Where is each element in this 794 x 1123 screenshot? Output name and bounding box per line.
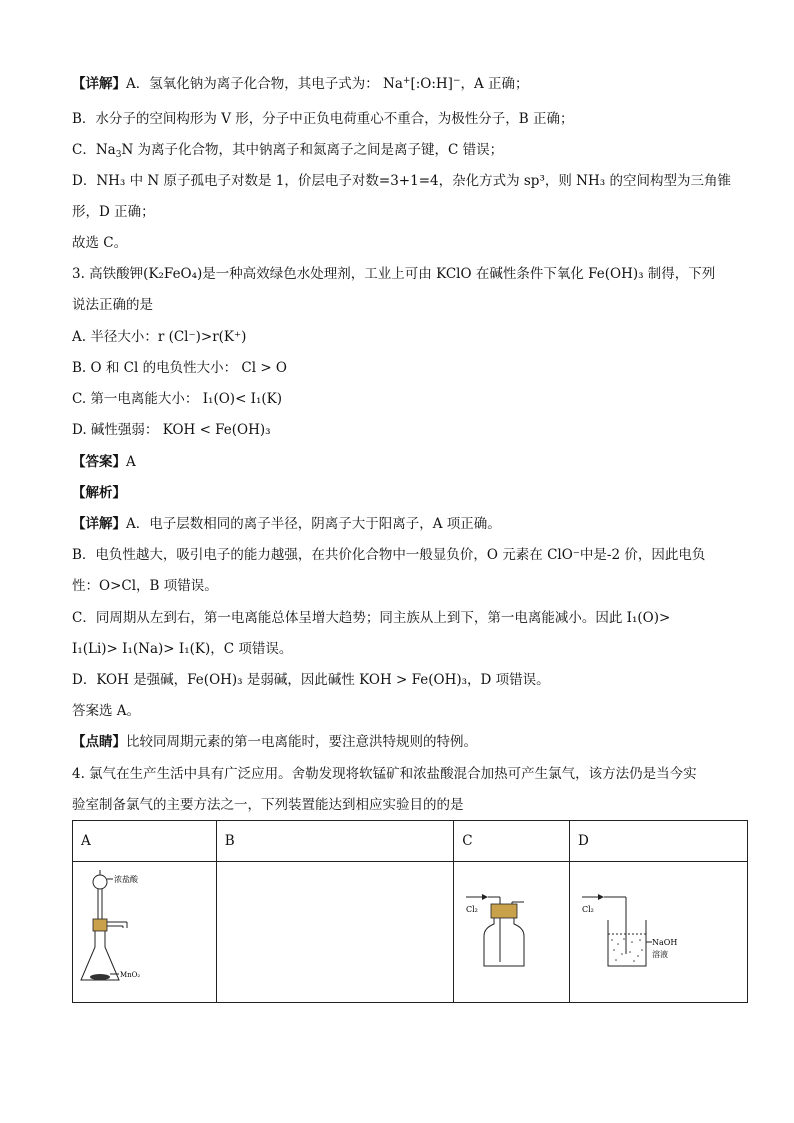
q2-line-c-sub: 3: [115, 150, 122, 160]
q3-tip-text: 比较同周期元素的第一电离能时，要注意洪特规则的特例。: [126, 734, 477, 750]
apparatus-table: [72, 820, 748, 1003]
q3-stem-1: 3. 高铁酸钾(K₂FeO₄)是一种高效绿色水处理剂，工业上可由 KClO 在碱性条件下氧化 Fe(OH)₃ 制得，下列: [72, 266, 716, 282]
q3-detail-b2: 性：O>Cl，B 项错误。: [72, 578, 218, 594]
label-conc-hcl: 浓盐酸: [114, 875, 138, 884]
q2-line-c-pre: C．Na: [72, 142, 116, 158]
q4-stem-2: 验室制备氯气的主要方法之一，下列装置能达到相应实验目的的是: [72, 797, 464, 813]
label-cl2-d: Cl₂: [582, 905, 594, 914]
formula-oh: [:O:H]: [410, 76, 453, 92]
label-solution: 溶液: [652, 950, 668, 959]
q2-line-d2: 形，D 正确；: [72, 204, 155, 220]
detail-tag: 【详解】: [72, 76, 126, 92]
label-cl2-c: Cl₂: [466, 905, 479, 914]
formula-na: Na: [383, 76, 403, 92]
q3-answer: [72, 453, 136, 471]
q2-line-d1: D．NH₃ 中 N 原子孤电子对数是 1，价层电子对数=3+1=4，杂化方式为 sp³，则 NH₃ 的空间构型为三角锥: [72, 173, 731, 189]
cell-apparatus-b: [216, 862, 454, 1003]
q3-option-a: A. 半径大小：r (Cl⁻)>r(K⁺): [72, 329, 247, 345]
cell-apparatus-a: [73, 862, 217, 1003]
q3-stem-2: 说法正确的是: [72, 297, 153, 313]
q3-tip: [72, 733, 477, 751]
gas-washing-bottle-figure: [454, 862, 561, 998]
cell-apparatus-d: [570, 862, 748, 1003]
arrow-icon: [482, 894, 488, 900]
label-naoh: NaOH: [652, 938, 678, 947]
q3-analysis: [72, 484, 126, 502]
q2-detail-a-end: ，A 正确；: [460, 76, 529, 92]
arrow-icon: [598, 894, 604, 900]
tip-tag: 【点睛】: [72, 734, 126, 750]
header-c: C: [454, 821, 570, 862]
q3-detail-a: [72, 515, 501, 533]
q2-detail-a: [72, 75, 529, 93]
q3-option-d: D. 碱性强弱： KOH < Fe(OH)₃: [72, 422, 271, 438]
label-mno2: MnO₂: [120, 971, 141, 979]
header-a: A: [73, 821, 217, 862]
q3-detail-c1: C．同周期从左到右，第一电离能总体呈增大趋势；同主族从上到下，第一电离能减小。因此 I₁(O)>: [72, 610, 671, 626]
q2-line-b: B．水分子的空间构形为 V 形，分子中正负电荷重心不重合，为极性分子，B 正确；: [72, 111, 574, 127]
flask-apparatus-figure: [73, 862, 208, 998]
answer-tag: 【答案】: [72, 454, 126, 470]
q2-answer: 故选 C。: [72, 235, 128, 251]
q3-option-b: B. O 和 Cl 的电负性大小： Cl > O: [72, 360, 287, 376]
header-d: D: [570, 821, 748, 862]
q3-detail-b1: B．电负性越大，吸引电子的能力越强，在共价化合物中一般显负价，O 元素在 ClO⁻中是-2 价，因此电负: [72, 547, 706, 563]
q2-line-c: [72, 141, 503, 159]
analysis-tag: 【解析】: [72, 485, 126, 501]
beaker-absorption-figure: [570, 862, 747, 998]
q3-detail-d: D．KOH 是强碱，Fe(OH)₃ 是弱碱，因此碱性 KOH > Fe(OH)₃，D 项错误。: [72, 672, 550, 688]
answer-value: A: [126, 454, 136, 470]
detail-tag: 【详解】: [72, 516, 126, 532]
cell-apparatus-c: [454, 862, 570, 1003]
q3-detail-a-text: A．电子层数相同的离子半径，阴离子大于阳离子，A 项正确。: [126, 516, 501, 532]
q3-detail-c2: I₁(Li)> I₁(Na)> I₁(K)，C 项错误。: [72, 641, 293, 657]
q2-line-c-post: N 为离子化合物，其中钠离子和氮离子之间是离子键，C 错误；: [121, 142, 504, 158]
q3-final: 答案选 A。: [72, 703, 141, 719]
q3-option-c: C. 第一电离能大小： I₁(O)< I₁(K): [72, 391, 283, 407]
electron-formula: Na+[:O:H]−: [383, 76, 461, 92]
q4-stem-1: 4. 氯气在生产生活中具有广泛应用。舍勒发现将软锰矿和浓盐酸混合加热可产生氯气，该方法仍是当今实: [72, 766, 697, 782]
header-b: B: [216, 821, 454, 862]
q2-detail-a-text: A．氢氧化钠为离子化合物，其电子式为：: [126, 76, 379, 92]
